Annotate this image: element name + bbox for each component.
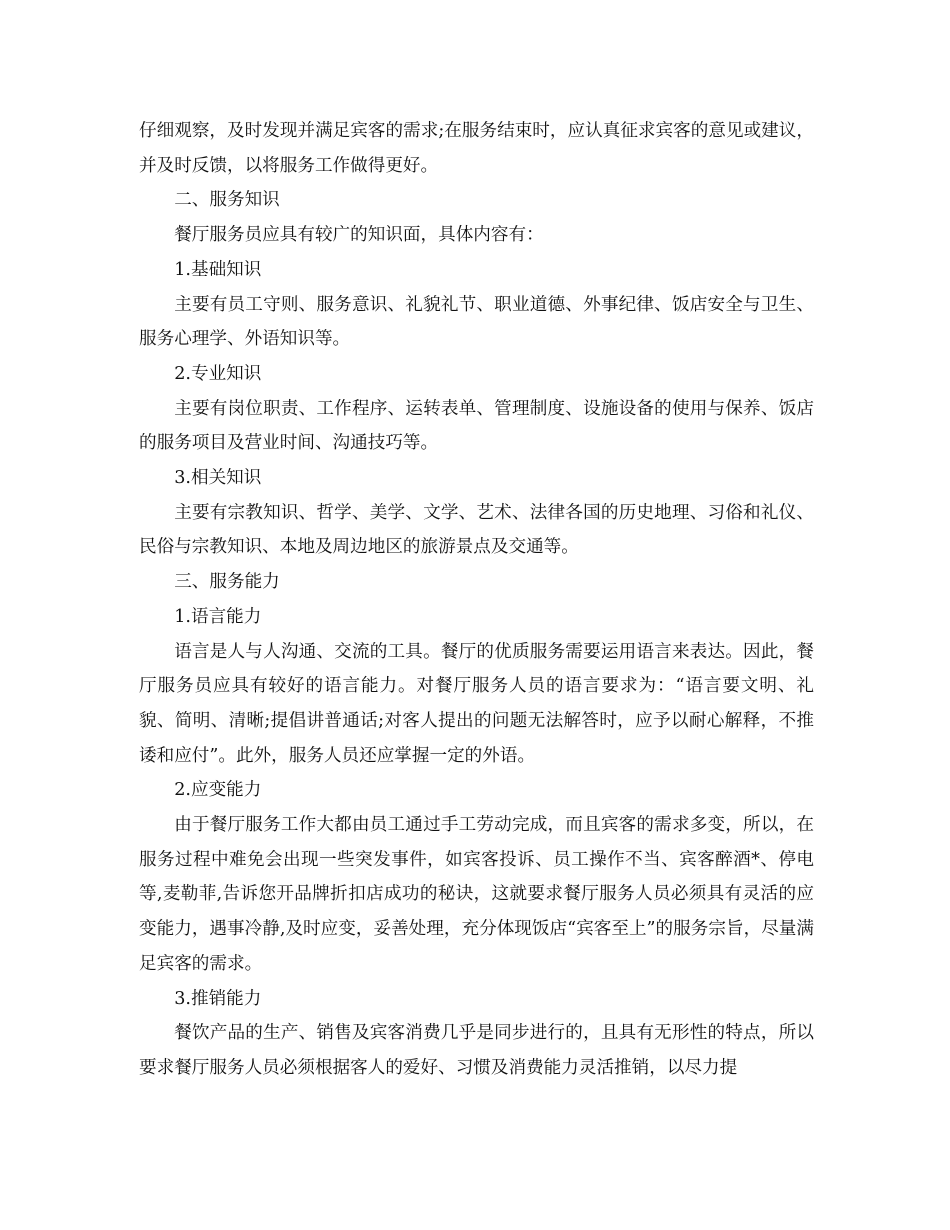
heading-service-knowledge: 二、服务知识 (174, 190, 280, 211)
paragraph-knowledge-intro: 餐厅服务员应具有较广的知识面，具体内容有： (174, 225, 544, 246)
subheading-adaptability: 2.应变能力 (174, 780, 262, 801)
document-body (139, 114, 814, 1086)
subheading-professional-knowledge: 2.专业知识 (174, 363, 262, 384)
paragraph-basic-knowledge: 主要有员工守则、服务意识、礼貌礼节、职业道德、外事纪律、饭店安全与卫生、服务心理学、外语知识等。 (139, 294, 814, 350)
subheading-basic-knowledge: 1.基础知识 (174, 259, 262, 280)
paragraph-adaptability: 由于餐厅服务工作大都由员工通过手工劳动完成，而且宾客的需求多变，所以，在服务过程中难免会出现一些突发事件，如宾客投诉、员工操作不当、宾客醉酒*、停电等,麦勒菲,告诉您开品牌折扣店成功的秘诀，这就要求餐厅服务人员必须具有灵活的应变能力，遇事冷静,及时应变，妥善处理，充分体现饭店“宾客至上”的服务宗旨，尽量满足宾客的需求。 (139, 815, 814, 974)
subheading-sales-ability: 3.推销能力 (174, 988, 262, 1009)
heading-service-ability: 三、服务能力 (174, 572, 280, 593)
paragraph-professional-knowledge: 主要有岗位职责、工作程序、运转表单、管理制度、设施设备的使用与保养、饭店的服务项目及营业时间、沟通技巧等。 (139, 398, 814, 454)
paragraph-sales-ability: 餐饮产品的生产、销售及宾客消费几乎是同步进行的，且具有无形性的特点，所以要求餐厅服务人员必须根据客人的爱好、习惯及消费能力灵活推销，以尽力提 (139, 1023, 814, 1078)
paragraph-language-ability: 语言是人与人沟通、交流的工具。餐厅的优质服务需要运用语言来表达。因此，餐厅服务员应具有较好的语言能力。对餐厅服务人员的语言要求为：“语言要文明、礼貌、简明、清晰;提倡讲普通话;对客人提出的问题无法解答时，应予以耐心解释，不推诿和应付”。此外，服务人员还应掌握一定的外语。 (139, 641, 814, 766)
paragraph-service-feedback: 仔细观察，及时发现并满足宾客的需求;在服务结束时，应认真征求宾客的意见或建议，并及时反馈，以将服务工作做得更好。 (139, 121, 814, 176)
subheading-related-knowledge: 3.相关知识 (174, 468, 262, 489)
paragraph-related-knowledge: 主要有宗教知识、哲学、美学、文学、艺术、法律各国的历史地理、习俗和礼仪、民俗与宗教知识、本地及周边地区的旅游景点及交通等。 (139, 502, 814, 558)
subheading-language-ability: 1.语言能力 (174, 606, 262, 627)
